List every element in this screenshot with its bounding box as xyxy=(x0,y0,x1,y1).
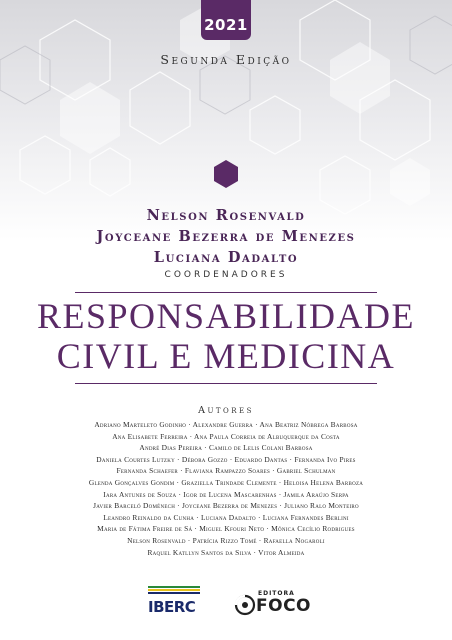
coordinator-name: Joyceane Bezerra de Menezes xyxy=(96,228,356,245)
iberc-stripes-icon xyxy=(148,586,200,598)
iberc-logo xyxy=(148,586,206,620)
coordinators-block xyxy=(0,205,452,280)
author-line: Glenda Gonçalves Gondim · Graziella Trindade Clemente · Heloisa Helena Barboza xyxy=(88,477,364,487)
year-badge: 2021 xyxy=(201,0,251,40)
author-line: Leandro Reinaldo da Cunha · Luciana Dadalto · Luciana Fernandes Berlini xyxy=(103,512,349,522)
foco-name-label: FOCO xyxy=(256,596,311,616)
book-title xyxy=(0,296,452,376)
author-line: Adriano Marteleto Godinho · Alexandre Guerra · Ana Beatriz Nóbrega Barbosa xyxy=(94,420,358,429)
title-line-1: RESPONSABILIDADE xyxy=(36,296,416,336)
iberc-logo-text: IBERC xyxy=(148,598,196,616)
authors-list xyxy=(0,419,452,558)
title-rule-bottom xyxy=(75,383,377,384)
author-line: Maria de Fátima Freire de Sá · Miguel Kfouri Neto · Mônica Cecílio Rodrigues xyxy=(97,524,355,534)
edition-label: Segunda Edição xyxy=(160,52,292,67)
author-line: Fernanda Schaefer · Flaviana Rampazzo Soares · Gabriel Schulman xyxy=(116,466,336,476)
author-line: Nelson Rosenvald · Patrícia Rizzo Tomé · Rafaella Nogaroli xyxy=(127,535,325,545)
coordinators-label: COORDENADORES xyxy=(164,270,288,280)
author-line: Daniela Courtes Lutzky · Débora Gozzo · Eduardo Dantas · Fernanda Ivo Pires xyxy=(96,454,356,464)
foco-editora-label: EDITORA xyxy=(258,590,295,597)
author-line: Ana Elisabete Ferreira · Ana Paula Correia de Albuquerque da Costa xyxy=(112,431,340,441)
coordinator-name: Nelson Rosenvald xyxy=(146,207,306,224)
coordinator-name: Luciana Dadalto xyxy=(153,249,299,266)
author-line: Iara Antunes de Souza · Igor de Lucena Mascarenhas · Jamila Araújo Serpa xyxy=(103,489,349,499)
title-line-2: CIVIL E MEDICINA xyxy=(56,336,396,376)
author-line: Raquel Katllyn Santos da Silva · Vitor Almeida xyxy=(147,547,305,557)
foco-logo-icon xyxy=(234,592,256,618)
author-line: André Dias Pereira · Camilo de Lelis Colani Barbosa xyxy=(139,443,313,453)
foco-logo xyxy=(234,590,314,620)
authors-label: Autores xyxy=(198,405,254,416)
hexagon-mark-icon xyxy=(214,160,238,188)
author-line: Javier Barceló Doménech · Joyceane Bezerra de Menezes · Juliano Ralo Monteiro xyxy=(93,501,359,511)
title-rule-top xyxy=(75,292,377,293)
